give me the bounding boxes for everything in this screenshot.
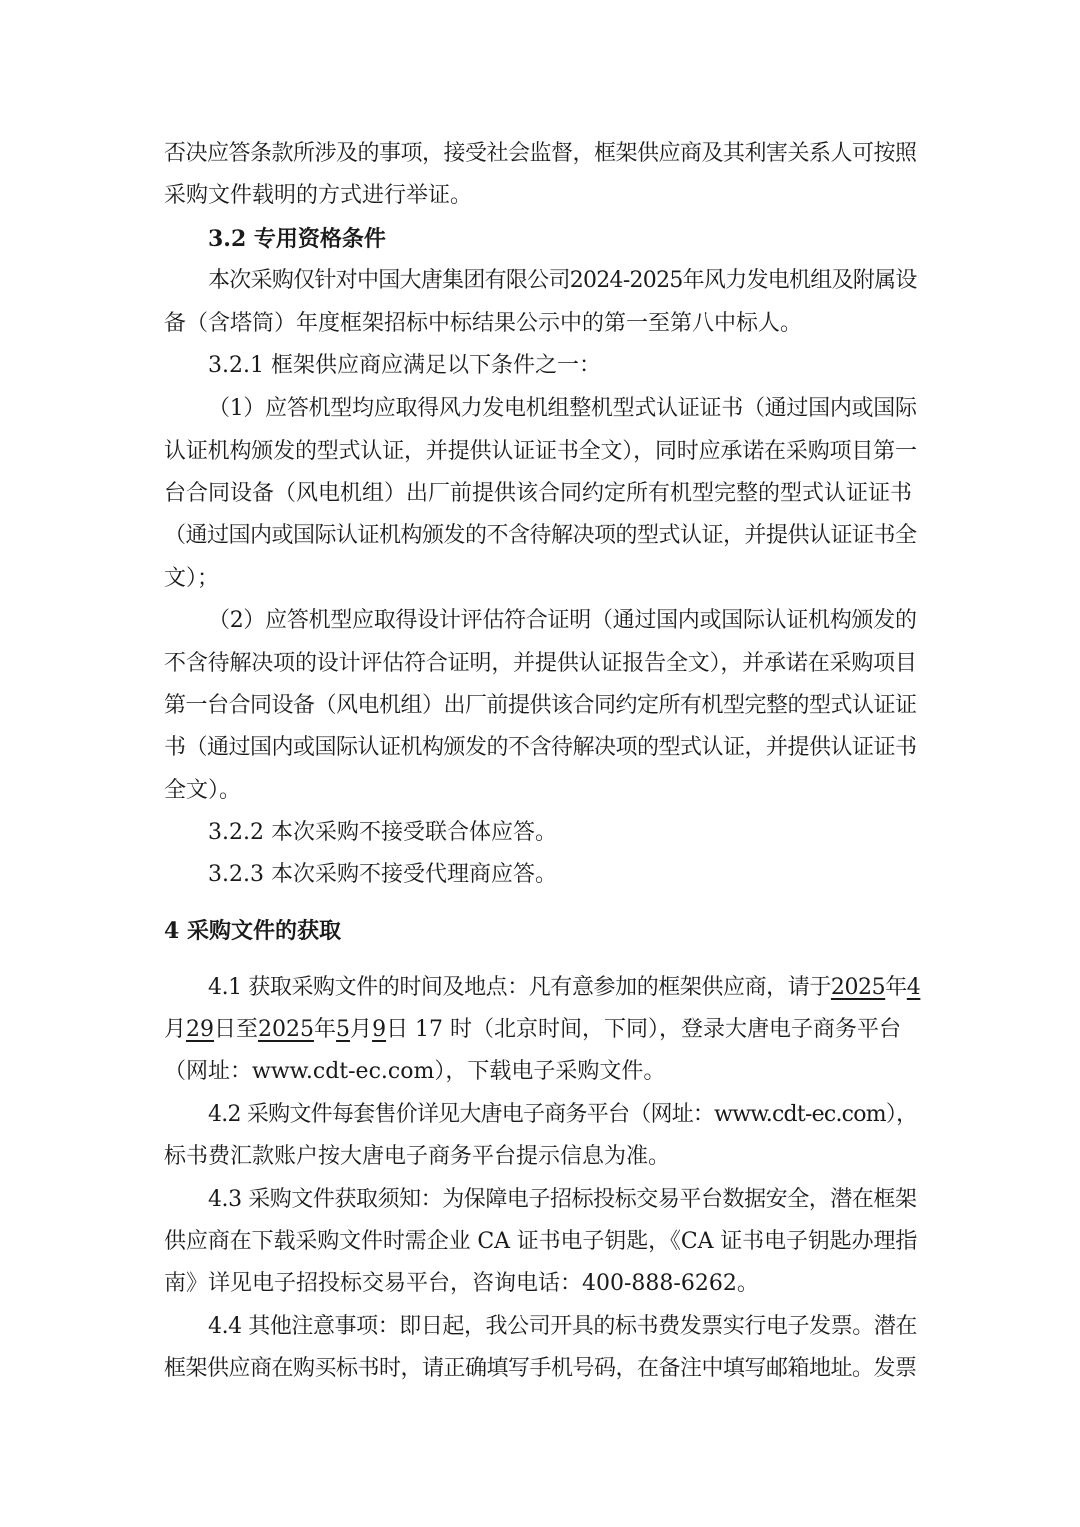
month-suffix: 月 [164,1017,187,1042]
paragraph-line: 文）； [164,566,220,591]
month-underlined: 4 [906,975,921,1000]
clause-4-2-line1: 4.2 采购文件每套售价详见大唐电子商务平台（网址：www.cdt-ec.com）， [208,1102,918,1127]
paragraph-line: 书（通过国内或国际认证机构颁发的不含待解决项的型式认证，并提供认证证书 [164,735,917,760]
clause-4-3-line1: 4.3 采购文件获取须知：为保障电子招标投标交易平台数据安全，潜在框架 [208,1187,917,1212]
clause-4-1-text: 4.1 获取采购文件的时间及地点：凡有意参加的框架供应商，请于 [208,975,831,1000]
date-connector: 日至 [214,1017,259,1042]
month-suffix: 月 [350,1017,373,1042]
paragraph-line: （1）应答机型均应取得风力发电机组整机型式认证证书（通过国内或国际 [208,396,917,421]
section-heading-3-2: 3.2 专用资格条件 [208,226,386,252]
paragraph-line: 否决应答条款所涉及的事项，接受社会监督，框架供应商及其利害关系人可按照 [164,141,917,166]
clause-4-1-line1 [208,973,921,1003]
paragraph-line: （2）应答机型应取得设计评估符合证明（通过国内或国际认证机构颁发的 [208,608,917,633]
paragraph-line: 台合同设备（风电机组）出厂前提供该合同约定所有机型完整的型式认证证书 [164,481,913,506]
paragraph-line: 全文）。 [164,778,242,803]
paragraph-line: 认证机构颁发的型式认证，并提供认证证书全文），同时应承诺在采购项目第一 [164,439,917,464]
paragraph-line: 供应商在下载采购文件时需企业 CA 证书电子钥匙，《CA 证书电子钥匙办理指 [164,1229,918,1254]
clause-3-2-2: 3.2.2 本次采购不接受联合体应答。 [208,820,557,845]
clause-3-2-1: 3.2.1 框架供应商应满足以下条件之一： [208,353,601,378]
time-text: 日 17 时（北京时间，下同），登录大唐电子商务平台 [386,1017,902,1042]
paragraph-line: 备（含塔筒）年度框架招标中标结果公示中的第一至第八中标人。 [164,311,803,336]
year-underlined: 2025 [830,975,886,1000]
paragraph-line: 本次采购仅针对中国大唐集团有限公司2024-2025年风力发电机组及附属设 [208,268,917,293]
paragraph-line: 采购文件载明的方式进行举证。 [164,183,473,208]
clause-4-4-line1: 4.4 其他注意事项：即日起，我公司开具的标书费发票实行电子发票。潜在 [208,1314,917,1339]
year-underlined: 2025 [258,1017,315,1042]
year-suffix: 年 [314,1017,337,1042]
paragraph-line: （通过国内或国际认证机构颁发的不含待解决项的型式认证，并提供认证证书全 [164,523,917,548]
section-heading-4: 4 采购文件的获取 [164,918,341,944]
clause-3-2-3: 3.2.3 本次采购不接受代理商应答。 [208,862,557,887]
clause-4-1-line2 [164,1015,917,1045]
year-suffix: 年 [885,975,907,1000]
paragraph-line: 南》详见电子招投标交易平台，咨询电话：400-888-6262。 [164,1271,759,1296]
month-underlined: 5 [336,1017,351,1042]
day-underlined: 9 [372,1017,387,1042]
day-underlined: 29 [186,1017,215,1042]
paragraph-line: 不含待解决项的设计评估符合证明，并提供认证报告全文），并承诺在采购项目 [164,651,917,676]
paragraph-line: 框架供应商在购买标书时，请正确填写手机号码，在备注中填写邮箱地址。发票 [164,1356,917,1381]
clause-4-1-line3: （网址：www.cdt-ec.com），下载电子采购文件。 [164,1059,666,1084]
paragraph-line: 第一台合同设备（风电机组）出厂前提供该合同约定所有机型完整的型式认证证 [164,693,917,718]
paragraph-line: 标书费汇款账户按大唐电子商务平台提示信息为准。 [164,1144,671,1169]
